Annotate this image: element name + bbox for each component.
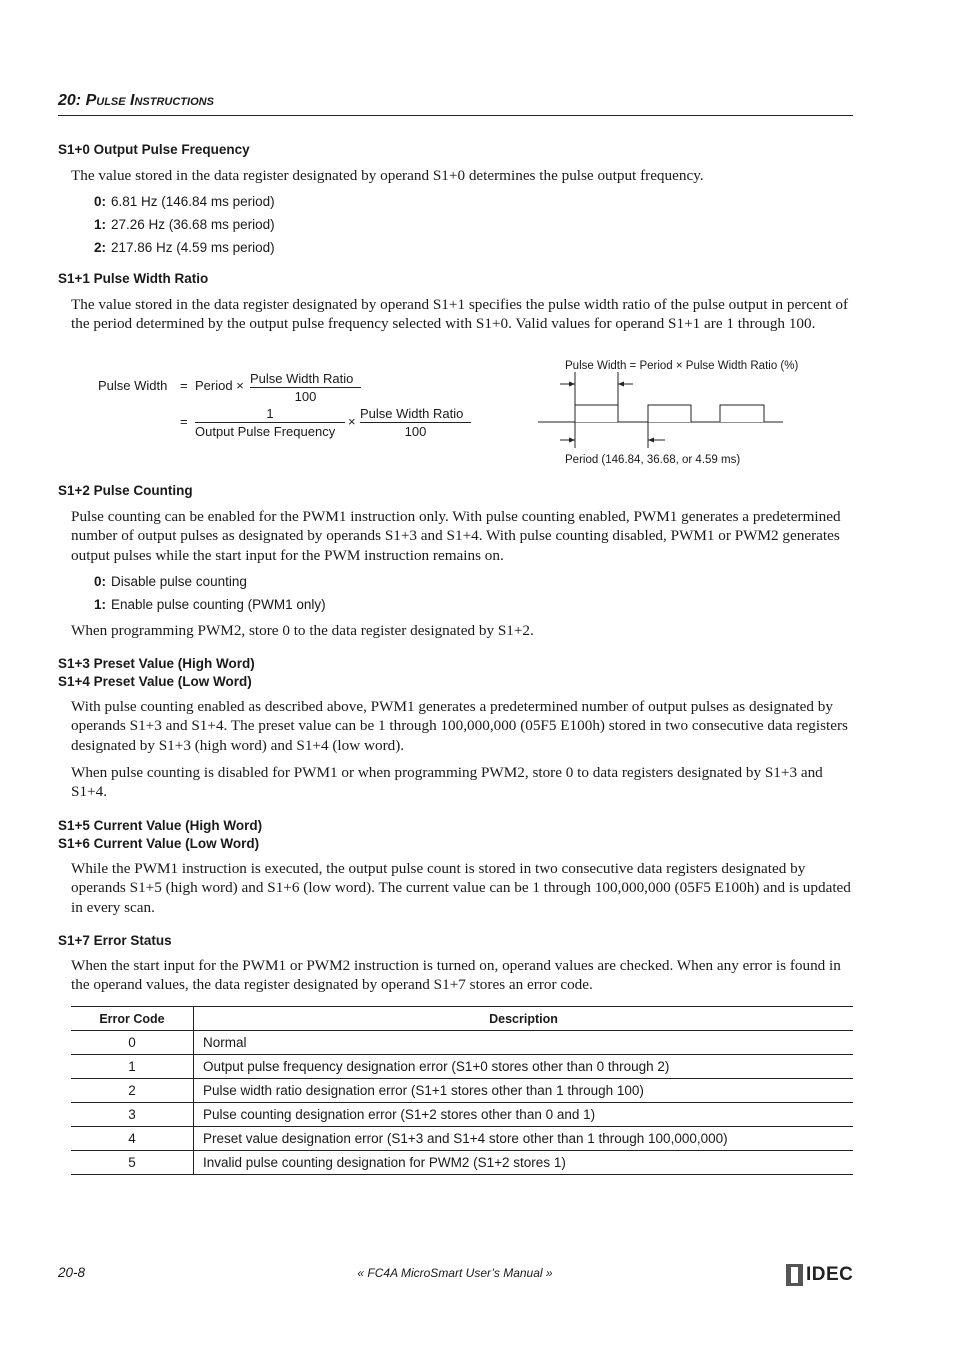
- chapter-number: 20:: [58, 92, 82, 109]
- table-row: [71, 1079, 853, 1103]
- paragraph-s1-2: Pulse counting can be enabled for the PWM1 instruction only. With pulse counting enabled, PWM1 generates a predetermined number of output pulses as designated by operands S1+3 and S1+4. With pulse counting disabled, PWM1 or PWM2 generates output pulses while the start input for the PWM instruction remains on.: [71, 508, 841, 564]
- cell-description: Normal: [194, 1031, 854, 1055]
- list-key: 1:: [94, 217, 107, 232]
- list-key: 0:: [94, 194, 107, 209]
- cell-code: 1: [71, 1055, 194, 1079]
- cell-code: 2: [71, 1079, 194, 1103]
- list-text: 6.81 Hz (146.84 ms period): [111, 194, 275, 209]
- fraction-bar: [195, 422, 345, 423]
- table-row: [71, 1055, 853, 1079]
- column-header-description: Description: [194, 1007, 854, 1031]
- heading-s1-5: S1+5 Current Value (High Word): [58, 818, 263, 833]
- chapter-title: Pulse Instructions: [85, 92, 214, 109]
- error-code-table: [71, 1006, 853, 1175]
- cell-description: Pulse width ratio designation error (S1+1 stores other than 1 through 100): [194, 1079, 854, 1103]
- heading-s1-4: S1+4 Preset Value (Low Word): [58, 674, 252, 689]
- list-text: Disable pulse counting: [111, 574, 247, 589]
- list-text: 27.26 Hz (36.68 ms period): [111, 217, 275, 232]
- idec-logo: [786, 1264, 854, 1286]
- chapter-header: [58, 92, 214, 110]
- cell-code: 5: [71, 1151, 194, 1175]
- paragraph-s1-2-note: When programming PWM2, store 0 to the data register designated by S1+2.: [71, 622, 534, 639]
- formula-times: ×: [348, 414, 356, 429]
- list-key: 2:: [94, 240, 107, 255]
- diagram-top-label: Pulse Width = Period × Pulse Width Ratio (%): [565, 360, 799, 372]
- paragraph-s1-1: The value stored in the data register designated by operand S1+1 specifies the pulse width ratio of the pulse output in percent of the period determined by the output pulse frequency selected with S1+0. Valid values for operand S1+1 are 1 through 100.: [71, 296, 849, 333]
- pulse-waveform-diagram: [535, 372, 790, 452]
- heading-s1-3: S1+3 Preset Value (High Word): [58, 656, 255, 671]
- manual-title: « FC4A MicroSmart User’s Manual »: [357, 1266, 553, 1280]
- formula-equals: =: [180, 378, 188, 393]
- heading-s1-7: S1+7 Error Status: [58, 933, 172, 948]
- diagram-bottom-label: Period (146.84, 36.68, or 4.59 ms): [565, 454, 741, 466]
- heading-s1-6: S1+6 Current Value (Low Word): [58, 836, 260, 851]
- column-header-error-code: Error Code: [71, 1007, 194, 1031]
- formula-equals: =: [180, 414, 188, 429]
- table-row: [71, 1031, 853, 1055]
- table-row: [71, 1151, 853, 1175]
- header-rule: [58, 115, 853, 116]
- fraction-bar: [360, 422, 471, 423]
- list-item: [94, 217, 275, 232]
- fraction-bar: [250, 387, 361, 388]
- formula-period: Period ×: [195, 378, 244, 393]
- logo-mark-slot: [791, 1267, 798, 1283]
- table-header-row: [71, 1007, 853, 1031]
- list-item: [94, 194, 275, 209]
- cell-description: Preset value designation error (S1+3 and S1+4 store other than 1 through 100,000,000): [194, 1127, 854, 1151]
- table-row: [71, 1127, 853, 1151]
- formula-numerator: 1: [266, 406, 274, 421]
- list-key: 1:: [94, 597, 107, 612]
- list-item: [94, 240, 275, 255]
- formula-denominator: Output Pulse Frequency: [195, 424, 336, 439]
- heading-s1-2: S1+2 Pulse Counting: [58, 483, 193, 498]
- list-item: [94, 597, 326, 612]
- table-row: [71, 1103, 853, 1127]
- cell-description: Output pulse frequency designation error (S1+0 stores other than 0 through 2): [194, 1055, 854, 1079]
- heading-s1-1: S1+1 Pulse Width Ratio: [58, 271, 209, 286]
- formula-numerator: Pulse Width Ratio: [250, 371, 354, 386]
- paragraph-s1-5: While the PWM1 instruction is executed, the output pulse count is stored in two consecutive data registers designated by operands S1+5 (high word) and S1+6 (low word). The current value can be 1 through 100,000,000 (05F5 E100h) and is updated in every scan.: [71, 860, 851, 916]
- cell-code: 4: [71, 1127, 194, 1151]
- list-text: Enable pulse counting (PWM1 only): [111, 597, 326, 612]
- formula-denominator: 100: [404, 424, 427, 439]
- paragraph-s1-3-note: When pulse counting is disabled for PWM1 or when programming PWM2, store 0 to data registers designated by S1+3 and S1+4.: [71, 764, 823, 801]
- cell-code: 0: [71, 1031, 194, 1055]
- paragraph-s1-7: When the start input for the PWM1 or PWM2 instruction is turned on, operand values are checked. When any error is found in the operand values, the data register designated by operand S1+7 stores an error code.: [71, 957, 841, 994]
- heading-s1-0: S1+0 Output Pulse Frequency: [58, 142, 250, 157]
- paragraph-s1-3: With pulse counting enabled as described above, PWM1 generates a predetermined number of output pulses as designated by operands S1+3 and S1+4. The preset value can be 1 through 100,000,000 (05F5 E100h) stored in two consecutive data registers designated by S1+3 (high word) and S1+4 (low word).: [71, 698, 848, 754]
- page-number: 20-8: [58, 1265, 86, 1280]
- formula-denominator: 100: [294, 389, 317, 404]
- cell-description: Invalid pulse counting designation for PWM2 (S1+2 stores 1): [194, 1151, 854, 1175]
- list-key: 0:: [94, 574, 107, 589]
- paragraph-s1-0: The value stored in the data register designated by operand S1+0 determines the pulse output frequency.: [71, 167, 704, 184]
- list-text: 217.86 Hz (4.59 ms period): [111, 240, 275, 255]
- list-item: [94, 574, 247, 589]
- cell-code: 3: [71, 1103, 194, 1127]
- logo-wordmark: IDEC: [806, 1264, 854, 1285]
- formula-lhs: Pulse Width: [98, 378, 168, 393]
- cell-description: Pulse counting designation error (S1+2 stores other than 0 and 1): [194, 1103, 854, 1127]
- formula-numerator: Pulse Width Ratio: [360, 406, 464, 421]
